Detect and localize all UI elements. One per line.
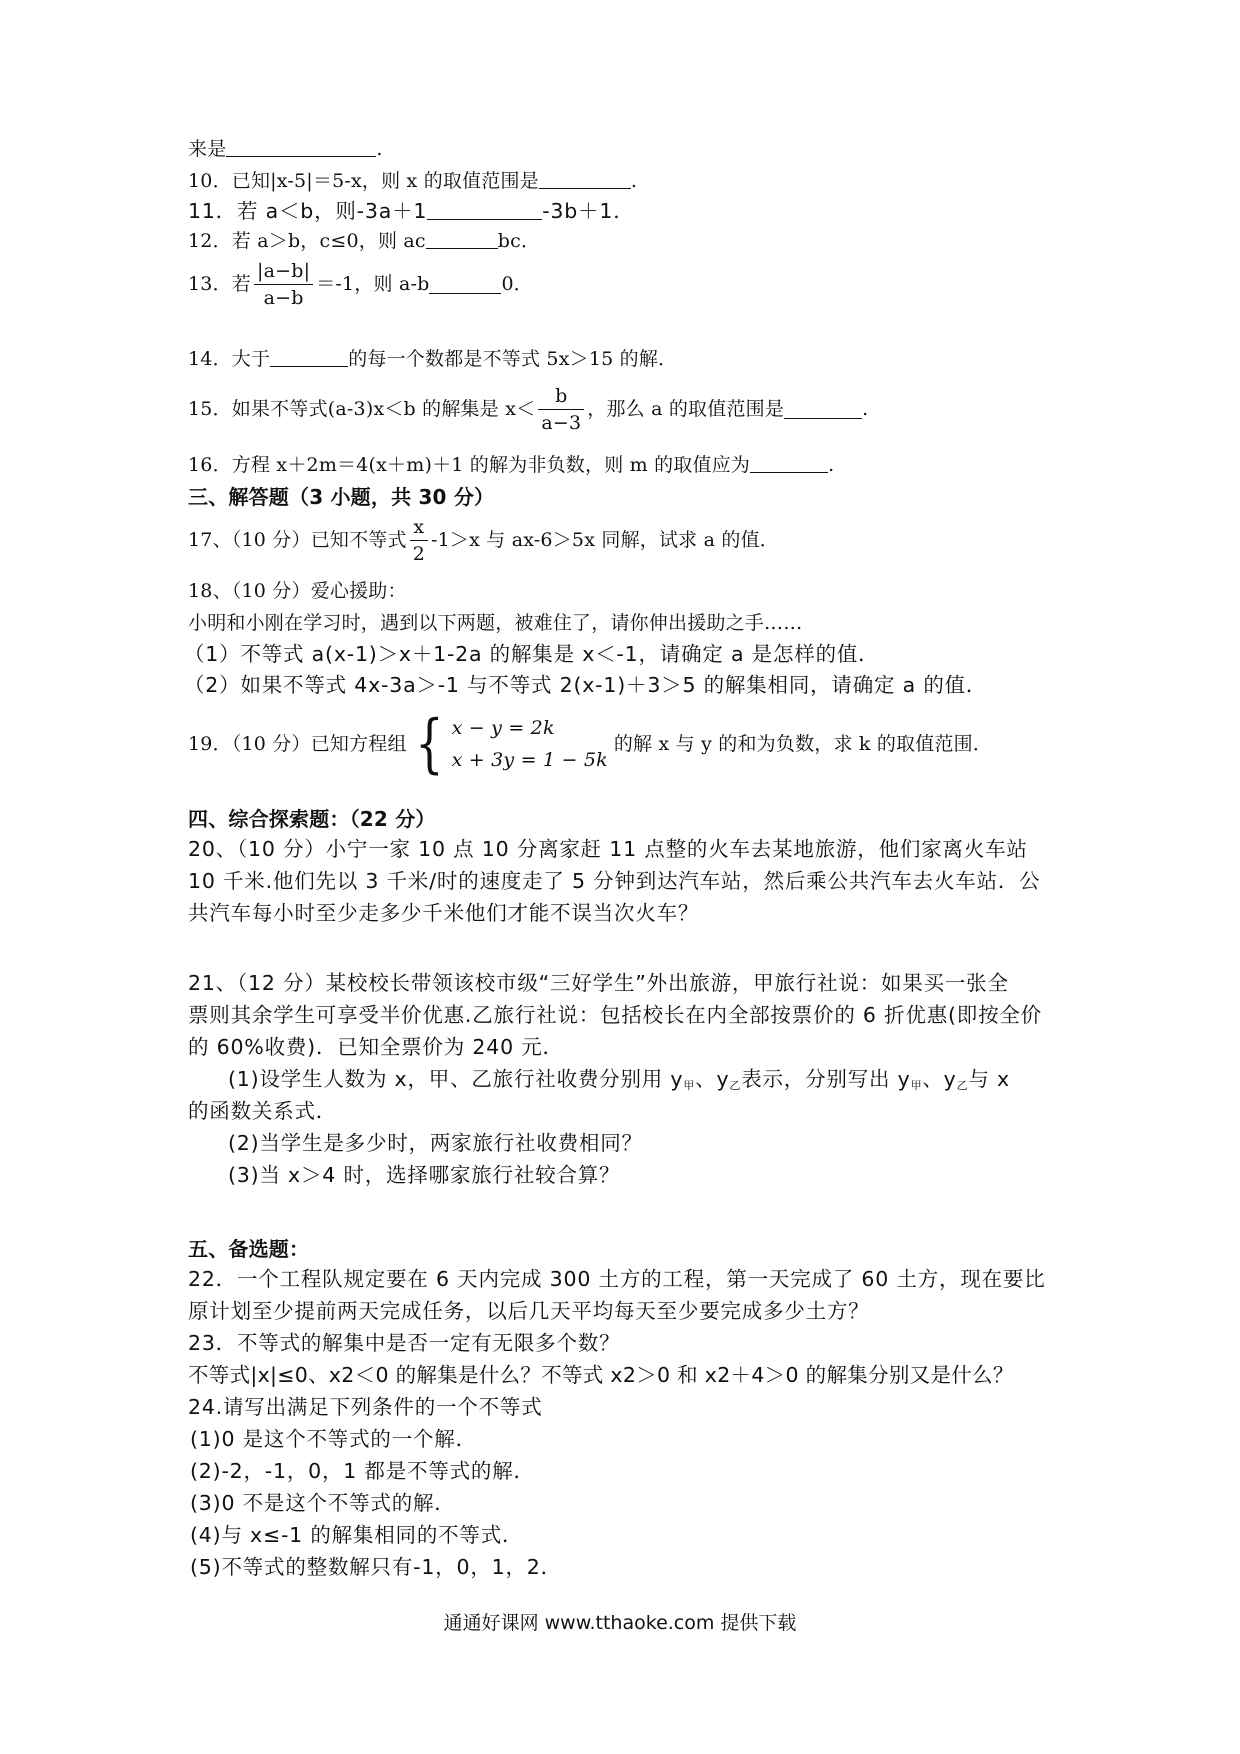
question-20-line-3: 共汽车每小时至少走多少千米他们才能不误当次火车？ xyxy=(188,901,700,925)
question-15: 15．如果不等式(a-3)x＜b 的解集是 x＜ $\frac{b}{a-3}$ ，那么 a 的取值范围是 . xyxy=(188,384,869,434)
question-19: 19．（10 分）已知方程组 { x − y = 2k x + 3y = 1 − 5k 的解 x 与 y 的和为负数，求 k 的取值范围． xyxy=(188,707,993,781)
question-21-part-3: (3)当 x＞4 时，选择哪家旅行社较合算？ xyxy=(228,1163,621,1187)
equation-system xyxy=(409,707,608,781)
question-18-intro: 小明和小刚在学习时，遇到以下两题，被难住了，请你伸出援助之手…… xyxy=(188,612,803,634)
answer-blank xyxy=(429,275,501,294)
page-footer: 通通好课网 www.tthaoke.com 提供下载 xyxy=(443,1612,797,1634)
question-22-line-1: 22．一个工程队规定要在 6 天内完成 300 土方的工程，第一天完成了 60 土方，现在要比 xyxy=(188,1267,1046,1291)
question-20-line-2: 10 千米.他们先以 3 千米/时的速度走了 5 分钟到达汽车站，然后乘公共汽车去火车站．公 xyxy=(188,869,1041,893)
question-13: 13．若 $\frac{|a-b|}{a-b}$ ＝-1，则 a-b 0． xyxy=(188,259,533,309)
question-23-line-2: 不等式|x|≤0、x2＜0 的解集是什么？不等式 x2＞0 和 x2＋4＞0 的解集分别又是什么？ xyxy=(188,1363,1014,1387)
answer-blank xyxy=(427,201,542,220)
answer-blank xyxy=(426,230,498,249)
line-continuation: 来是 . xyxy=(188,138,383,160)
answer-blank xyxy=(270,348,348,367)
question-20-line-1: 20、（10 分）小宁一家 10 点 10 分离家赶 11 点整的火车去某地旅游，他们家离火车站 xyxy=(188,837,1028,861)
question-14: 14．大于 的每一个数都是不等式 5x＞15 的解． xyxy=(188,348,678,370)
question-24-item-1: (1)0 是这个不等式的一个解． xyxy=(190,1427,477,1451)
question-21-part-1: (1)设学生人数为 x，甲、乙旅行社收费分别用 $y_甲$、$y_乙$表示，分别写出 $y_甲$、$y_乙$与 x xyxy=(228,1067,1010,1092)
question-17: 17、（10 分）已知不等式 $\frac{x}{2}$ -1＞x 与 ax-6＞5x 同解，试求 a 的值． xyxy=(188,515,779,565)
question-23-line-1: 23．不等式的解集中是否一定有无限多个数？ xyxy=(188,1331,621,1355)
equation-2: x + 3y = 1 − 5k xyxy=(451,749,608,771)
question-11: 11．若 a＜b，则-3a＋1 -3b＋1． xyxy=(188,199,635,223)
brace: { xyxy=(414,707,444,781)
equation-1: x − y = 2k xyxy=(451,717,555,739)
question-22-line-2: 原计划至少提前两天完成任务，以后几天平均每天至少要完成多少土方？ xyxy=(188,1299,870,1323)
question-24-item-2: (2)-2，-1，0，1 都是不等式的解． xyxy=(190,1459,535,1483)
question-24-item-4: (4)与 x≤-1 的解集相同的不等式． xyxy=(190,1523,524,1547)
section-3-heading: 三、解答题（3 小题，共 30 分） xyxy=(188,485,495,509)
answer-blank xyxy=(784,400,862,419)
question-21-line-2: 票则其余学生可享受半价优惠.乙旅行社说：包括校长在内全部按票价的 6 折优惠(即按全价 xyxy=(188,1003,1042,1027)
question-21-line-3: 的 60%收费)．已知全票价为 240 元． xyxy=(188,1035,564,1059)
question-12: 12．若 a＞b，c≤0，则 ac bc． xyxy=(188,230,541,252)
question-18: 18、（10 分）爱心援助： xyxy=(188,580,407,602)
answer-blank xyxy=(750,454,828,473)
question-24: 24.请写出满足下列条件的一个不等式 xyxy=(188,1395,543,1419)
question-21-part-2: (2)当学生是多少时，两家旅行社收费相同？ xyxy=(228,1131,643,1155)
question-24-item-5: (5)不等式的整数解只有-1，0，1，2． xyxy=(190,1555,562,1579)
answer-blank xyxy=(226,138,376,157)
question-16: 16．方程 x＋2m＝4(x＋m)＋1 的解为非负数，则 m 的取值应为 . xyxy=(188,454,835,476)
fraction: $\frac{|a-b|}{a-b}$ xyxy=(254,258,313,311)
question-21-part-1-cont: 的函数关系式． xyxy=(188,1099,338,1123)
answer-blank xyxy=(539,170,631,189)
question-21-line-1: 21、（12 分）某校校长带领该校市级“三好学生”外出旅游，甲旅行社说：如果买一张全 xyxy=(188,971,1009,995)
question-24-item-3: (3)0 不是这个不等式的解． xyxy=(190,1491,456,1515)
fraction: $\frac{b}{a-3}$ xyxy=(538,383,584,436)
section-5-heading: 五、备选题： xyxy=(188,1237,310,1261)
question-18-part-2: （2）如果不等式 4x-3a＞-1 与不等式 2(x-1)＋3＞5 的解集相同，请确定 a 的值． xyxy=(184,673,988,697)
section-4-heading: 四、综合探索题：（22 分） xyxy=(188,807,436,831)
fraction: $\frac{x}{2}$ xyxy=(410,514,428,567)
question-10: 10．已知|x-5|＝5-x，则 x 的取值范围是 . xyxy=(188,170,638,192)
question-18-part-1: （1）不等式 a(x-1)＞x＋1-2a 的解集是 x＜-1，请确定 a 是怎样的值． xyxy=(184,642,880,666)
